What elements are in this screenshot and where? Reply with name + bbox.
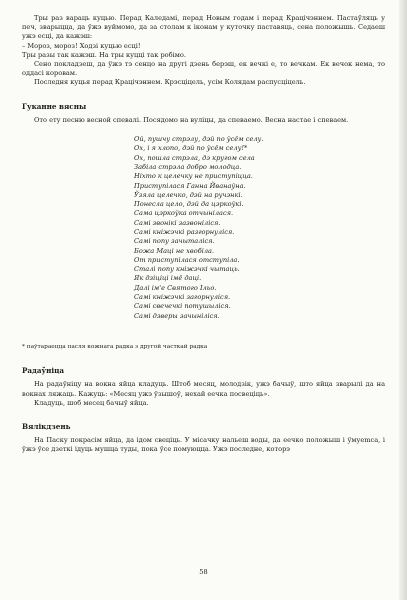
verse-line: Сталі попу кніжэчкі чытаць. (134, 265, 240, 274)
paragraph: Сено покладзеш, да ўжэ тэ сенцо на другі дзень берэш, ек вечкі е, то вечкам. Ек вечок нема, то оддасі коровам. (22, 60, 385, 78)
verse-line: Як дзіціці імё даці. (134, 274, 202, 283)
verse-line: Самі кніжэчкі загорнуліся. (134, 293, 231, 302)
section-heading-radunitsa: Радаўніца (22, 366, 65, 376)
section-heading-spring: Гуканне вясны (22, 101, 87, 111)
song-verses (134, 135, 385, 321)
paragraph: На Паску покрасім яйца, да ідом свеціць. У місачку нальеш воды, да еечко положыш і ўмуеmса, і ўжэ ўсе дзеткі ідуць мушца туды, пока ўсе помуюцца. Ужэ последне, которэ (22, 436, 385, 454)
verse-line: Понесла цело, дэй да цэркоўкі. (134, 200, 244, 209)
paragraph: Кладуць, шоб месец бачыў яйца. (34, 398, 149, 407)
verse-line: Самі дзверы зачыніліся. (134, 311, 220, 320)
verse-line: Самі свечечкі потушыліся. (134, 302, 231, 311)
verse-line: Далі ім'е Святого Ільо. (134, 283, 217, 292)
verse-line: Самі звонікі зазвоніліся. (134, 218, 221, 227)
paragraph: Тры раз вараць куцью. Перад Каледамі, перад Новым годам і перад Крацічэннем. Пастаўляць у печ, зварыцца, да ўжэ вуймомо, да за столам к іконам у куточку паставяць, сена положышь. Седаеш ужэ есці, да кажэш: (22, 14, 385, 41)
verse-line: Ох, і я хлопо, дэй по ўсём селу!* (134, 144, 248, 153)
verse-line: Ніхто к целечку не приступіцца. (134, 172, 253, 181)
page-number: 58 (199, 568, 208, 576)
verse-line: Ой, пушчу стрэлу, дэй по ўсём селу. (134, 135, 264, 144)
footnote: * паўтараецца пасля кожнага радка з другой часткай радка (22, 343, 208, 350)
page-content (22, 14, 385, 455)
verse-line: Приступілася Ганна Йванаўна. (134, 181, 246, 190)
verse-line: Ўзяла целечко, дэй на ручэнкі. (134, 190, 243, 199)
verse-line: Божа Маці не хвобіла. (134, 246, 215, 255)
verse-line: Сама цэркоўка отчынілася. (134, 209, 234, 218)
paragraph: Тры разы так кажэш. На тры куцці так робімо. (22, 50, 186, 59)
paragraph: Последня куцья перад Крацічэннем. Крэсціцель, усім Колядам распусціцель. (34, 78, 306, 87)
book-spine-shadow (399, 0, 407, 600)
verse-line: Самі кніжэчкі разгорнуліся. (134, 228, 235, 236)
paragraph: Ото ету песню весной спевалі. Посядомо на вуліцы, да спеваемо. Весна настае і спеваем. (34, 115, 349, 124)
verse-line: Забіла стрэла добро молодца. (134, 162, 242, 171)
paragraph: На радаўніцу на вокна яйца кладуць. Штоб месяц, молодзік, ужэ бачыў, што яйца зварылі да на вокнах ляжаць. Кажуць: «Месяц ужэ ўзышоў, нехай еечка посвеціць». (22, 380, 385, 398)
paragraph: – Мороз, мороз! Ходзі куцью есці! (22, 41, 141, 50)
verse-line: Самі попу зачыталіся. (134, 237, 215, 246)
verse-line: Ох, пошла стрэла, дэ кругом села (134, 153, 255, 162)
verse-line: От приступілася отступіла. (134, 255, 240, 264)
section-heading-easter: Вялікдзень (22, 421, 71, 431)
